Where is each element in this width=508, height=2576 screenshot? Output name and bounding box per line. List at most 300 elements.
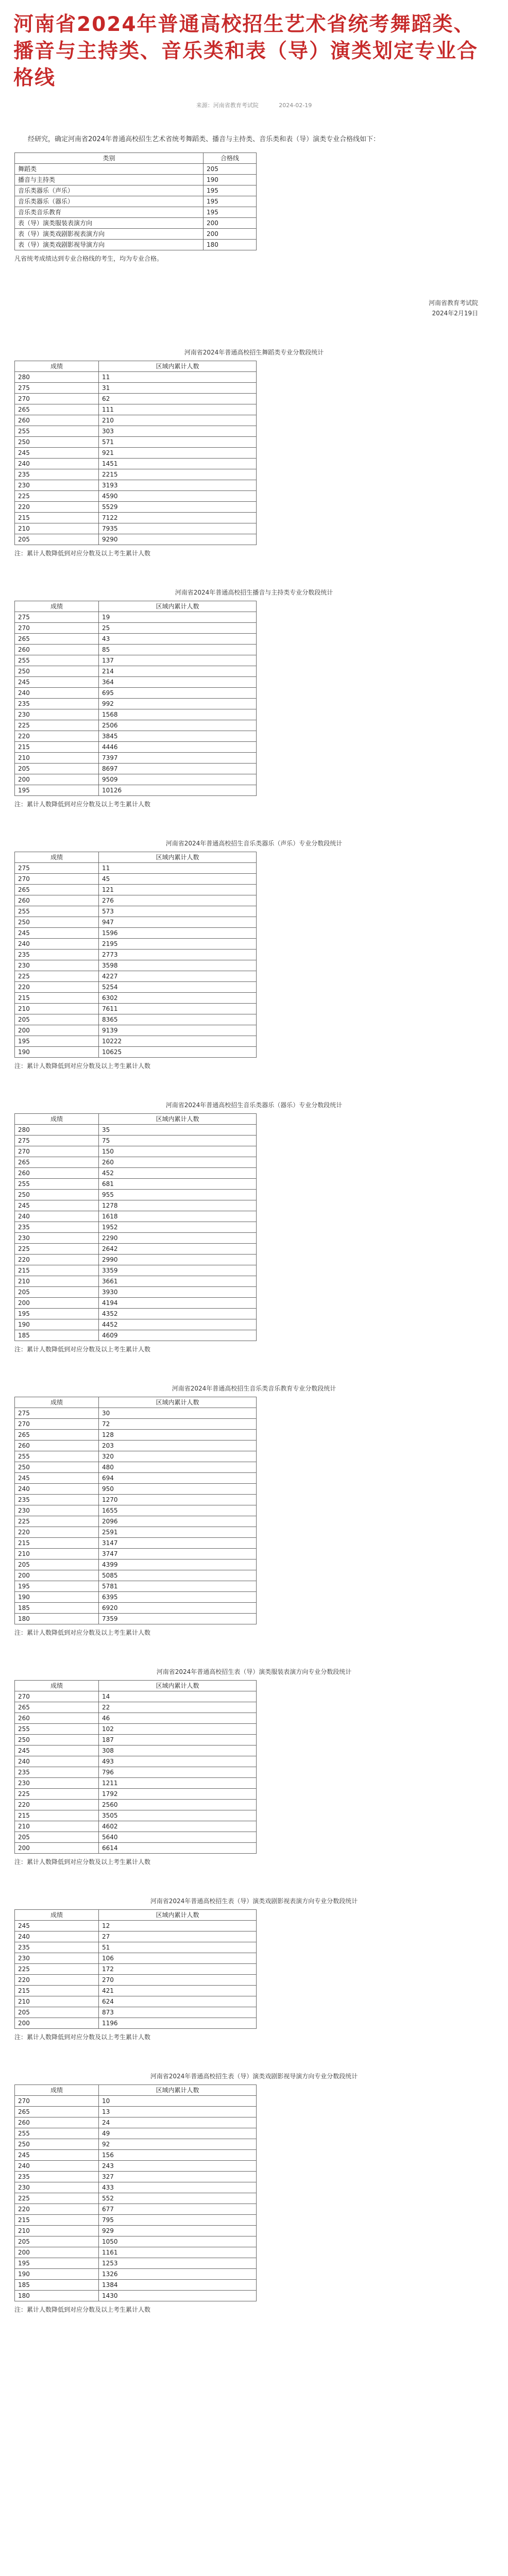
score-cell: 185 — [15, 2280, 99, 2291]
score-cell: 255 — [15, 1179, 99, 1190]
count-cell: 260 — [99, 1157, 257, 1168]
summary-row — [15, 185, 257, 196]
score-cell: 205 — [15, 1014, 99, 1025]
table-row — [15, 2150, 257, 2161]
summary-row — [15, 207, 257, 218]
score-table — [14, 2084, 257, 2301]
count-cell: 921 — [99, 448, 257, 459]
count-cell: 1253 — [99, 2258, 257, 2269]
score-cell: 270 — [15, 874, 99, 885]
score-cell: 215 — [15, 1538, 99, 1549]
count-cell: 4609 — [99, 1330, 257, 1341]
table-row — [15, 1986, 257, 1996]
count-cell: 480 — [99, 1462, 257, 1473]
count-cell: 43 — [99, 634, 257, 645]
count-cell: 3747 — [99, 1549, 257, 1560]
count-cell: 694 — [99, 1473, 257, 1484]
table-row — [15, 971, 257, 982]
count-cell: 4452 — [99, 1319, 257, 1330]
score-cell: 205 — [15, 764, 99, 774]
table-row — [15, 1975, 257, 1986]
summary-cell-category: 表（导）演类戏剧影视导演方向 — [15, 240, 204, 250]
summary-cell-score: 205 — [204, 164, 257, 175]
score-cell: 210 — [15, 1276, 99, 1287]
score-cell: 180 — [15, 1614, 99, 1624]
score-cell: 265 — [15, 1702, 99, 1713]
count-cell: 2096 — [99, 1516, 257, 1527]
section-note: 注：累计人数降低到对应分数及以上考生累计人数 — [14, 1629, 151, 1636]
count-cell: 6302 — [99, 993, 257, 1004]
count-cell: 433 — [99, 2182, 257, 2193]
count-cell: 6395 — [99, 1592, 257, 1603]
count-cell: 873 — [99, 2007, 257, 2018]
score-cell: 220 — [15, 1800, 99, 1810]
summary-cell-category: 舞蹈类 — [15, 164, 204, 175]
table-row — [15, 874, 257, 885]
table-row — [15, 982, 257, 993]
table-row — [15, 1800, 257, 1810]
score-header-row — [15, 2085, 257, 2096]
table-row — [15, 1778, 257, 1789]
score-cell: 250 — [15, 1462, 99, 1473]
table-row — [15, 1843, 257, 1854]
table-row — [15, 1157, 257, 1168]
score-cell: 255 — [15, 906, 99, 917]
count-cell: 2773 — [99, 950, 257, 960]
section-title: 河南省2024年普通高校招生播音与主持类专业分数段统计 — [175, 589, 333, 596]
table-row — [15, 950, 257, 960]
table-row — [15, 523, 257, 534]
score-cell: 210 — [15, 1549, 99, 1560]
score-cell: 235 — [15, 2172, 99, 2182]
table-row — [15, 459, 257, 469]
count-cell: 25 — [99, 623, 257, 634]
table-row — [15, 469, 257, 480]
score-header-score: 成绩 — [15, 1114, 99, 1125]
table-row — [15, 1702, 257, 1713]
count-cell: 137 — [99, 655, 257, 666]
table-row — [15, 1603, 257, 1614]
count-cell: 3147 — [99, 1538, 257, 1549]
count-cell: 46 — [99, 1713, 257, 1724]
table-row — [15, 491, 257, 502]
count-cell: 2560 — [99, 1800, 257, 1810]
count-cell: 1326 — [99, 2269, 257, 2280]
table-row — [15, 372, 257, 383]
score-cell: 245 — [15, 1473, 99, 1484]
score-cell: 225 — [15, 1516, 99, 1527]
score-cell: 265 — [15, 1157, 99, 1168]
score-cell: 250 — [15, 1735, 99, 1745]
score-table — [14, 601, 257, 796]
score-cell: 210 — [15, 1996, 99, 2007]
count-cell: 5781 — [99, 1581, 257, 1592]
summary-cell-category: 播音与主持类 — [15, 175, 204, 185]
count-cell: 214 — [99, 666, 257, 677]
table-row — [15, 1942, 257, 1953]
score-cell: 205 — [15, 1287, 99, 1298]
score-cell: 200 — [15, 2247, 99, 2258]
table-row — [15, 1810, 257, 1821]
summary-cell-score: 200 — [204, 229, 257, 240]
score-cell: 195 — [15, 1581, 99, 1592]
signature-date: 2024年2月19日 — [432, 310, 478, 317]
score-cell: 240 — [15, 1211, 99, 1222]
count-cell: 75 — [99, 1136, 257, 1146]
count-cell: 1952 — [99, 1222, 257, 1233]
count-cell: 4227 — [99, 971, 257, 982]
table-row — [15, 1484, 257, 1495]
table-row — [15, 383, 257, 394]
score-header-count: 区域内累计人数 — [99, 1681, 257, 1691]
table-row — [15, 1921, 257, 1931]
table-row — [15, 1614, 257, 1624]
count-cell: 947 — [99, 917, 257, 928]
count-cell: 6614 — [99, 1843, 257, 1854]
count-cell: 22 — [99, 1702, 257, 1713]
score-header-row — [15, 1397, 257, 1408]
score-cell: 210 — [15, 753, 99, 764]
table-row — [15, 928, 257, 939]
score-cell: 210 — [15, 523, 99, 534]
count-cell: 45 — [99, 874, 257, 885]
count-cell: 421 — [99, 1986, 257, 1996]
count-cell: 9290 — [99, 534, 257, 545]
summary-cell-score: 190 — [204, 175, 257, 185]
count-cell: 1430 — [99, 2291, 257, 2301]
table-row — [15, 1473, 257, 1484]
table-row — [15, 1767, 257, 1778]
score-header-row — [15, 1114, 257, 1125]
score-cell: 240 — [15, 459, 99, 469]
score-cell: 220 — [15, 1255, 99, 1265]
score-cell: 200 — [15, 2018, 99, 2029]
table-row — [15, 1495, 257, 1505]
score-cell: 255 — [15, 655, 99, 666]
count-cell: 3661 — [99, 1276, 257, 1287]
count-cell: 243 — [99, 2161, 257, 2172]
score-cell: 260 — [15, 1713, 99, 1724]
count-cell: 128 — [99, 1430, 257, 1440]
score-header-score: 成绩 — [15, 1397, 99, 1408]
score-cell: 225 — [15, 1244, 99, 1255]
score-cell: 220 — [15, 1975, 99, 1986]
count-cell: 4590 — [99, 491, 257, 502]
table-row — [15, 2139, 257, 2150]
score-header-count: 区域内累计人数 — [99, 1397, 257, 1408]
score-cell: 190 — [15, 1592, 99, 1603]
section-note: 注：累计人数降低到对应分数及以上考生累计人数 — [14, 1062, 151, 1070]
count-cell: 4399 — [99, 1560, 257, 1570]
summary-cell-score: 195 — [204, 185, 257, 196]
table-row — [15, 448, 257, 459]
table-row — [15, 1025, 257, 1036]
table-row — [15, 1789, 257, 1800]
score-cell: 235 — [15, 950, 99, 960]
table-row — [15, 1724, 257, 1735]
score-section — [0, 347, 508, 558]
score-cell: 200 — [15, 1298, 99, 1309]
count-cell: 172 — [99, 1964, 257, 1975]
table-row — [15, 1014, 257, 1025]
count-cell: 7359 — [99, 1614, 257, 1624]
count-cell: 7611 — [99, 1004, 257, 1014]
score-cell: 205 — [15, 2236, 99, 2247]
table-row — [15, 1136, 257, 1146]
score-cell: 260 — [15, 1440, 99, 1451]
count-cell: 1050 — [99, 2236, 257, 2247]
summary-cell-category: 音乐类器乐（器乐） — [15, 196, 204, 207]
table-row — [15, 2247, 257, 2258]
table-row — [15, 2280, 257, 2291]
score-cell: 215 — [15, 1986, 99, 1996]
summary-row — [15, 164, 257, 175]
table-row — [15, 502, 257, 513]
summary-cell-category: 音乐类器乐（声乐） — [15, 185, 204, 196]
count-cell: 270 — [99, 1975, 257, 1986]
count-cell: 7122 — [99, 513, 257, 523]
score-cell: 200 — [15, 1843, 99, 1854]
summary-note: 凡省统考成绩达到专业合格线的考生，均为专业合格。 — [14, 255, 163, 262]
table-row — [15, 1179, 257, 1190]
score-header-row — [15, 361, 257, 372]
signature-org: 河南省教育考试院 — [428, 299, 478, 307]
score-cell: 225 — [15, 1964, 99, 1975]
summary-cell-score: 180 — [204, 240, 257, 250]
summary-row — [15, 229, 257, 240]
count-cell: 796 — [99, 1767, 257, 1778]
count-cell: 24 — [99, 2117, 257, 2128]
score-cell: 235 — [15, 469, 99, 480]
score-cell: 250 — [15, 917, 99, 928]
score-cell: 265 — [15, 634, 99, 645]
score-section — [0, 1667, 508, 1867]
table-row — [15, 2182, 257, 2193]
score-cell: 180 — [15, 2291, 99, 2301]
table-row — [15, 1821, 257, 1832]
count-cell: 1655 — [99, 1505, 257, 1516]
summary-cell-score: 200 — [204, 218, 257, 229]
count-cell: 4194 — [99, 1298, 257, 1309]
count-cell: 8697 — [99, 764, 257, 774]
score-cell: 220 — [15, 982, 99, 993]
score-cell: 195 — [15, 2258, 99, 2269]
count-cell: 30 — [99, 1408, 257, 1419]
table-row — [15, 1570, 257, 1581]
page-title: 河南省2024年普通高校招生艺术省统考舞蹈类、播音与主持类、音乐类和表（导）演类划定专业合格线 — [13, 13, 479, 90]
score-header-row — [15, 852, 257, 863]
table-row — [15, 1505, 257, 1516]
count-cell: 72 — [99, 1419, 257, 1430]
score-cell: 235 — [15, 1222, 99, 1233]
count-cell: 14 — [99, 1691, 257, 1702]
count-cell: 19 — [99, 612, 257, 623]
count-cell: 2290 — [99, 1233, 257, 1244]
score-cell: 195 — [15, 785, 99, 796]
summary-cell-category: 表（导）演类戏剧影视表演方向 — [15, 229, 204, 240]
score-cell: 230 — [15, 1505, 99, 1516]
count-cell: 1270 — [99, 1495, 257, 1505]
section-title: 河南省2024年普通高校招生表（导）演类服装表演方向专业分数段统计 — [156, 1668, 352, 1675]
count-cell: 11 — [99, 372, 257, 383]
section-note: 注：累计人数降低到对应分数及以上考生累计人数 — [14, 2033, 151, 2041]
score-cell: 240 — [15, 1484, 99, 1495]
score-cell: 250 — [15, 666, 99, 677]
table-row — [15, 437, 257, 448]
count-cell: 1792 — [99, 1789, 257, 1800]
count-cell: 308 — [99, 1745, 257, 1756]
table-row — [15, 2161, 257, 2172]
count-cell: 2215 — [99, 469, 257, 480]
count-cell: 6920 — [99, 1603, 257, 1614]
count-cell: 303 — [99, 426, 257, 437]
section-note: 注：累计人数降低到对应分数及以上考生累计人数 — [14, 1346, 151, 1353]
count-cell: 10625 — [99, 1047, 257, 1058]
table-row — [15, 2226, 257, 2236]
score-cell: 215 — [15, 742, 99, 753]
score-cell: 260 — [15, 415, 99, 426]
score-cell: 235 — [15, 699, 99, 709]
table-row — [15, 1211, 257, 1222]
section-title: 河南省2024年普通高校招生音乐类器乐（声乐）专业分数段统计 — [165, 840, 343, 847]
count-cell: 3930 — [99, 1287, 257, 1298]
table-row — [15, 1549, 257, 1560]
score-header-row — [15, 1910, 257, 1921]
score-table — [14, 361, 257, 545]
table-row — [15, 2018, 257, 2029]
score-cell: 275 — [15, 1136, 99, 1146]
count-cell: 5085 — [99, 1570, 257, 1581]
table-row — [15, 2007, 257, 2018]
table-row — [15, 1832, 257, 1843]
score-cell: 245 — [15, 677, 99, 688]
count-cell: 571 — [99, 437, 257, 448]
table-row — [15, 394, 257, 404]
score-header-row — [15, 1681, 257, 1691]
score-cell: 245 — [15, 1200, 99, 1211]
count-cell: 2591 — [99, 1527, 257, 1538]
score-cell: 215 — [15, 1810, 99, 1821]
table-row — [15, 1309, 257, 1319]
score-sections — [0, 347, 508, 2315]
table-row — [15, 1244, 257, 1255]
table-row — [15, 1319, 257, 1330]
table-row — [15, 2172, 257, 2182]
table-row — [15, 720, 257, 731]
count-cell: 3598 — [99, 960, 257, 971]
score-cell: 230 — [15, 2182, 99, 2193]
score-cell: 205 — [15, 1560, 99, 1570]
score-cell: 225 — [15, 491, 99, 502]
table-row — [15, 2269, 257, 2280]
table-row — [15, 2258, 257, 2269]
table-row — [15, 426, 257, 437]
table-row — [15, 1047, 257, 1058]
score-cell: 210 — [15, 2226, 99, 2236]
table-row — [15, 2096, 257, 2107]
score-header-count: 区域内累计人数 — [99, 361, 257, 372]
score-cell: 235 — [15, 1942, 99, 1953]
score-section — [0, 1383, 508, 1638]
count-cell: 624 — [99, 1996, 257, 2007]
score-cell: 220 — [15, 502, 99, 513]
count-cell: 1384 — [99, 2280, 257, 2291]
score-cell: 270 — [15, 623, 99, 634]
score-cell: 205 — [15, 1832, 99, 1843]
count-cell: 552 — [99, 2193, 257, 2204]
summary-table-body — [15, 164, 257, 250]
score-cell: 205 — [15, 534, 99, 545]
table-row — [15, 1255, 257, 1265]
score-cell: 210 — [15, 1004, 99, 1014]
table-row — [15, 785, 257, 796]
count-cell: 1211 — [99, 1778, 257, 1789]
score-cell: 225 — [15, 2193, 99, 2204]
meta-source: 来源：河南省教育考试院 — [196, 102, 259, 109]
score-cell: 260 — [15, 895, 99, 906]
table-row — [15, 1996, 257, 2007]
count-cell: 2506 — [99, 720, 257, 731]
score-section — [0, 838, 508, 1071]
score-cell: 260 — [15, 1168, 99, 1179]
score-cell: 230 — [15, 1953, 99, 1964]
score-cell: 270 — [15, 1146, 99, 1157]
count-cell: 1451 — [99, 459, 257, 469]
score-cell: 240 — [15, 1931, 99, 1942]
count-cell: 327 — [99, 2172, 257, 2182]
score-cell: 275 — [15, 1408, 99, 1419]
count-cell: 929 — [99, 2226, 257, 2236]
count-cell: 320 — [99, 1451, 257, 1462]
table-row — [15, 1330, 257, 1341]
count-cell: 27 — [99, 1931, 257, 1942]
count-cell: 3359 — [99, 1265, 257, 1276]
score-header-score: 成绩 — [15, 1681, 99, 1691]
score-cell: 235 — [15, 1495, 99, 1505]
count-cell: 3845 — [99, 731, 257, 742]
score-cell: 185 — [15, 1330, 99, 1341]
score-cell: 270 — [15, 2096, 99, 2107]
score-cell: 265 — [15, 2107, 99, 2117]
table-row — [15, 1964, 257, 1975]
table-row — [15, 2204, 257, 2215]
summary-row — [15, 218, 257, 229]
score-cell: 250 — [15, 437, 99, 448]
table-row — [15, 1233, 257, 1244]
table-row — [15, 612, 257, 623]
count-cell: 10 — [99, 2096, 257, 2107]
table-row — [15, 2193, 257, 2204]
table-row — [15, 1190, 257, 1200]
score-cell: 195 — [15, 1309, 99, 1319]
score-cell: 265 — [15, 404, 99, 415]
table-row — [15, 2236, 257, 2247]
score-cell: 235 — [15, 1767, 99, 1778]
count-cell: 8365 — [99, 1014, 257, 1025]
count-cell: 9139 — [99, 1025, 257, 1036]
score-cell: 230 — [15, 960, 99, 971]
table-row — [15, 1125, 257, 1136]
section-note: 注：累计人数降低到对应分数及以上考生累计人数 — [14, 1858, 151, 1866]
score-cell: 190 — [15, 2269, 99, 2280]
count-cell: 51 — [99, 1942, 257, 1953]
score-table — [14, 1909, 257, 2029]
score-cell: 230 — [15, 709, 99, 720]
table-row — [15, 1462, 257, 1473]
table-row — [15, 1004, 257, 1014]
count-cell: 1568 — [99, 709, 257, 720]
score-cell: 250 — [15, 2139, 99, 2150]
